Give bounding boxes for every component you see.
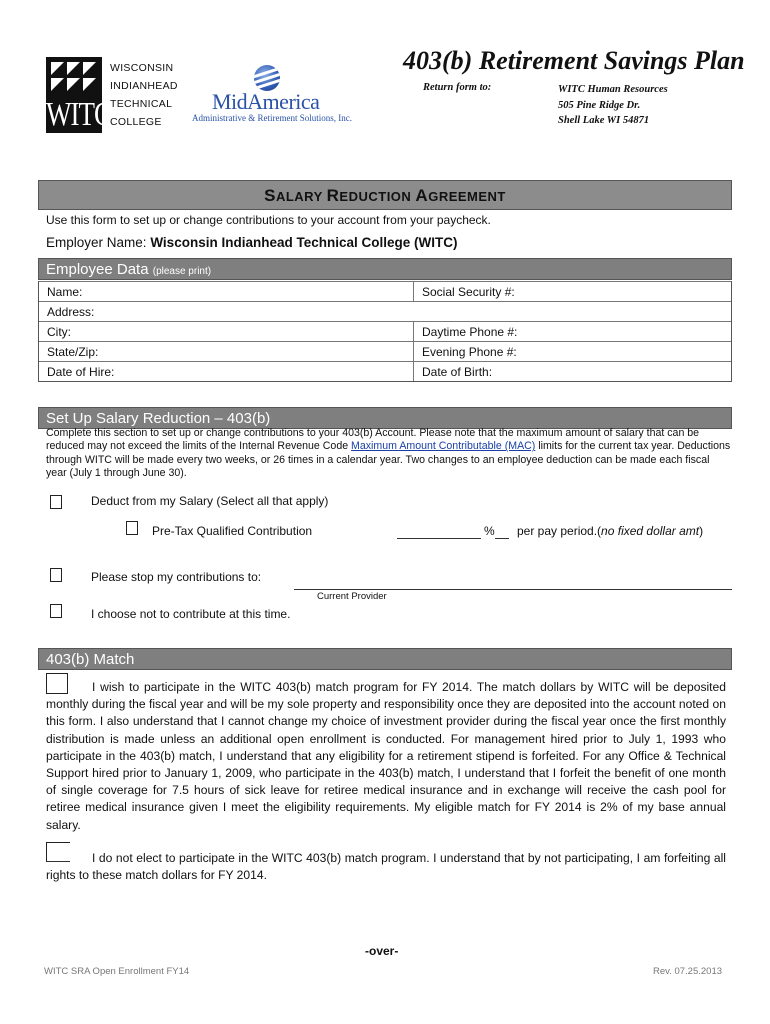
address-line: 505 Pine Ridge Dr.	[558, 99, 641, 111]
match-header: 403(b) Match	[38, 648, 732, 670]
evening-phone-field[interactable]: Evening Phone #:	[422, 345, 517, 359]
per-pay-period-label: per pay period.(no fixed dollar amt)	[517, 524, 704, 538]
address-line: Shell Lake WI 54871	[558, 115, 650, 126]
city-field[interactable]: City:	[39, 322, 414, 341]
logo-text: WITC	[46, 95, 111, 133]
form-title: 403(b) Retirement Savings Plan	[403, 46, 745, 75]
table-row	[39, 321, 731, 341]
name-field[interactable]: Name:	[39, 282, 414, 301]
college-line: TECHNICAL	[110, 98, 173, 110]
college-line: WISCONSIN	[110, 62, 174, 74]
table-row	[39, 341, 731, 361]
table-row	[39, 301, 731, 321]
salary-reduction-instructions: Complete this section to set up or change contributions to your 403(b) Account. Please note that the maximum amount of salary that can be reduced may not exceed the limits of the Internal Revenue Code Maximum Amount Contributable (MAC) limits for the current tax year. Deductions through WITC will be made every two weeks, or 26 times in a calendar year. Two changes to an employee deduction can be made each fiscal year (July 1 through June 30).	[46, 427, 731, 479]
employer-label: Employer Name:	[46, 235, 147, 250]
percent-input[interactable]	[397, 525, 481, 539]
college-name	[110, 59, 178, 131]
employee-data-note: (please print)	[152, 266, 212, 277]
return-address	[558, 82, 668, 129]
salary-reduction-header: Set Up Salary Reduction – 403(b)	[38, 407, 732, 429]
stop-contributions-label: Please stop my contributions to:	[91, 570, 262, 584]
provider-tagline: Administrative & Retirement Solutions, Inc.	[192, 113, 352, 123]
mac-link[interactable]: Maximum Amount Contributable (MAC)	[351, 440, 536, 453]
stop-contributions-checkbox[interactable]	[50, 568, 62, 582]
current-provider-input[interactable]	[294, 576, 732, 590]
return-label: Return form to:	[423, 82, 492, 93]
globe-icon	[254, 65, 280, 91]
witc-logo	[46, 57, 111, 133]
date-of-hire-field[interactable]: Date of Hire:	[39, 362, 414, 381]
daytime-phone-field[interactable]: Daytime Phone #:	[422, 325, 518, 339]
employee-data-header: Employee Data (please print)	[38, 258, 732, 280]
table-row	[39, 281, 731, 301]
current-provider-label: Current Provider	[317, 591, 387, 602]
provider-name: MidAmerica	[212, 89, 320, 114]
pretax-label: Pre-Tax Qualified Contribution	[152, 524, 313, 538]
over-label: -over-	[365, 944, 399, 958]
logo-triangles-top	[51, 62, 96, 75]
match-opt-in-text: I wish to participate in the WITC 403(b) match program for FY 2014. The match dollars by WITC will be deposited monthly during the fiscal year and will be my sole property and responsibility once they are deposited into the account noted on this form. I also understand that I cannot change my choice of investment provider during the fiscal year once the first monthly distribution is made unless an additional open enrollment is conducted. For management hired prior to July 1, 1993 who participate in the 403(b) match, I understand that any eligibility for a retirement stipend is forfeited. For any Office & Technical Support hired prior to January 1, 2009, who participate in the 403(b) match, I understand that I forfeit the benefit of one month of single coverage for 7.5 hours of sick leave for retiree medical insurance and in exchange will receive the cash pool for retiree medical insurance given I meet the eligibility requirements. My eligible match for FY 2014 is 2% of my base annual salary.	[46, 680, 726, 832]
no-contribution-label: I choose not to contribute at this time.	[91, 607, 291, 621]
deduct-label: Deduct from my Salary (Select all that apply)	[91, 494, 329, 508]
address-line: WITC Human Resources	[558, 84, 668, 95]
employee-data-table	[38, 281, 732, 382]
percent-sign: %	[484, 524, 495, 538]
date-of-birth-field[interactable]: Date of Birth:	[422, 365, 493, 379]
pretax-checkbox[interactable]	[126, 521, 138, 535]
midamerica-logo	[190, 65, 350, 125]
match-opt-out-text: I do not elect to participate in the WITC 403(b) match program. I understand that by not participating, I am forfeiting all rights to these match dollars for FY 2014.	[46, 851, 726, 883]
no-contribution-checkbox[interactable]	[50, 604, 62, 618]
footer-revision: Rev. 07.25.2013	[653, 966, 723, 977]
percent-underline	[495, 525, 509, 539]
employer-name	[46, 235, 457, 250]
intro-text: Use this form to set up or change contributions to your account from your paycheck.	[46, 213, 491, 227]
logo-triangles-bottom	[51, 78, 96, 91]
address-field[interactable]: Address:	[47, 305, 95, 319]
footer-form-id: WITC SRA Open Enrollment FY14	[44, 966, 190, 977]
table-row	[39, 361, 731, 381]
college-line: COLLEGE	[110, 116, 162, 128]
agreement-title-bar: SALARY REDUCTION AGREEMENT	[38, 180, 732, 210]
deduct-checkbox[interactable]	[50, 495, 62, 509]
college-line: INDIANHEAD	[110, 80, 178, 92]
employer-value: Wisconsin Indianhead Technical College (WITC)	[150, 235, 458, 250]
state-zip-field[interactable]: State/Zip:	[39, 342, 414, 361]
ssn-field[interactable]: Social Security #:	[422, 285, 515, 299]
